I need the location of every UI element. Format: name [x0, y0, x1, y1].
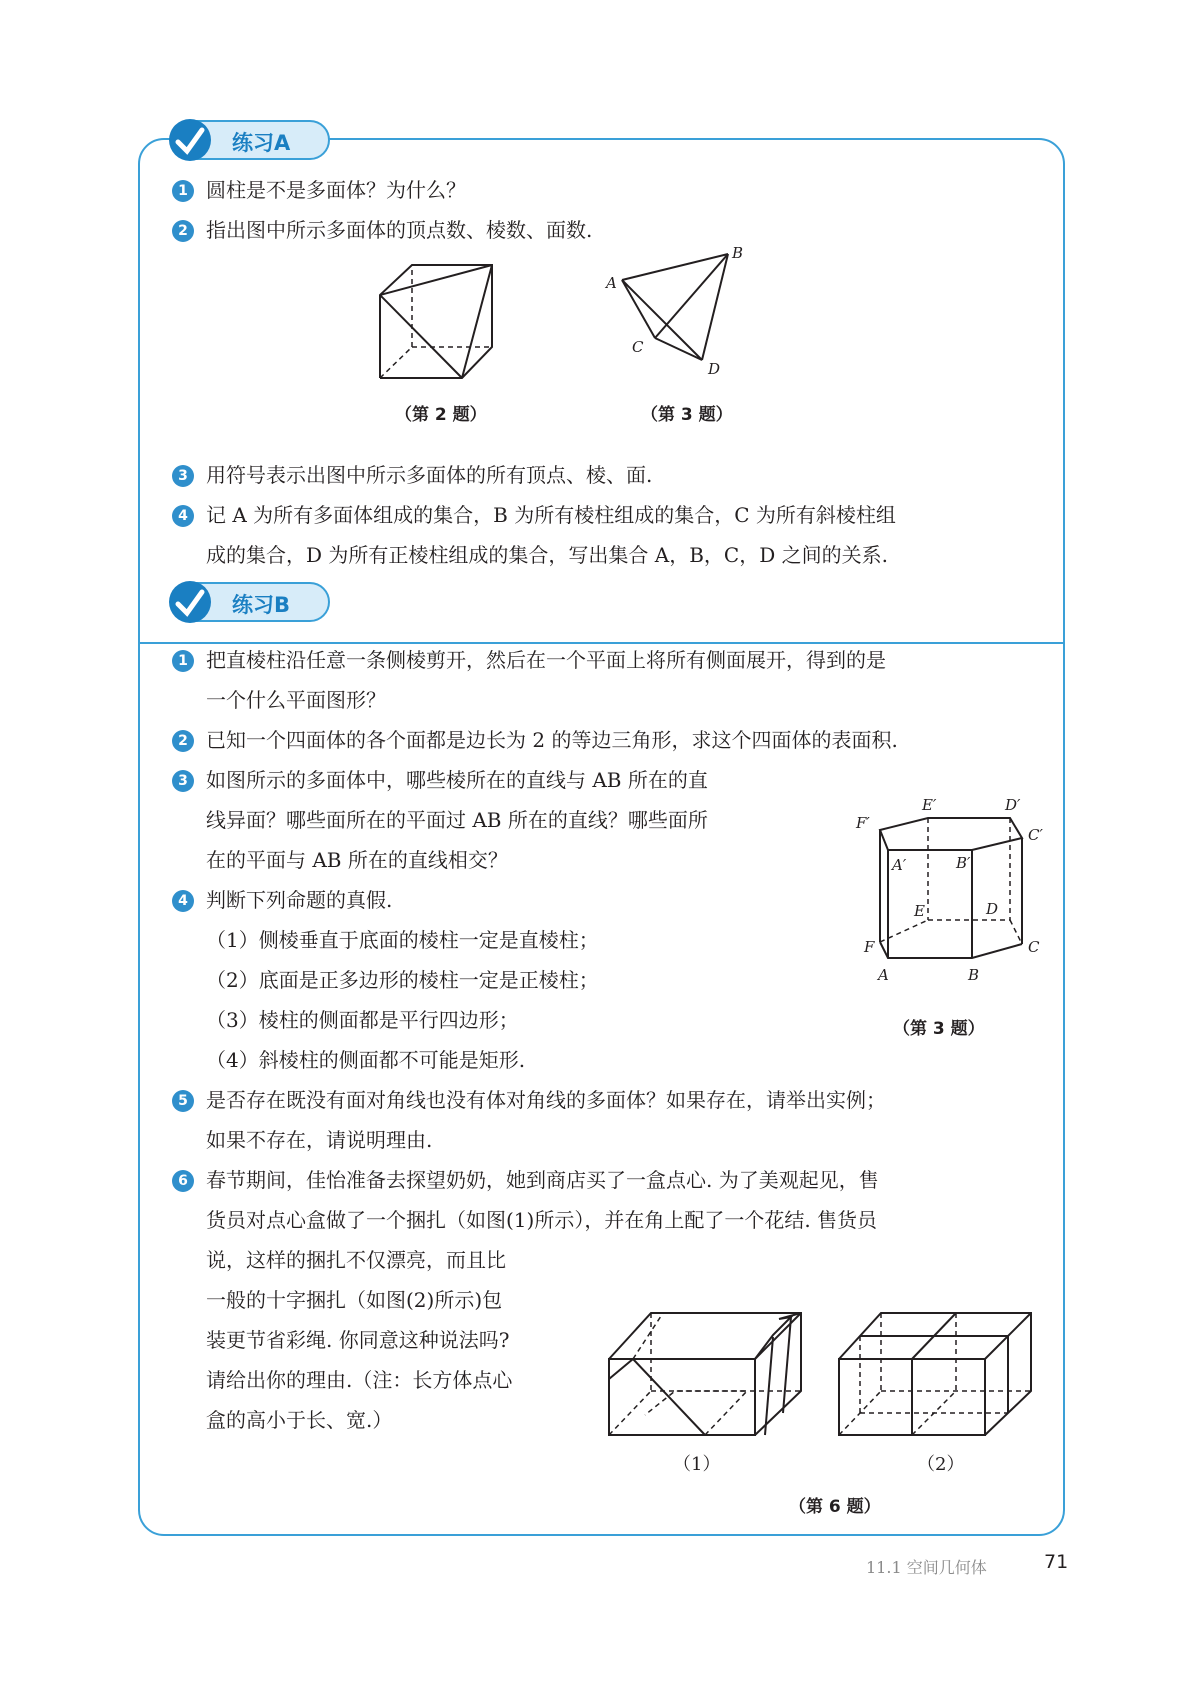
- q-text: 记 A 为所有多面体组成的集合，B 为所有棱柱组成的集合，C 为所有斜棱柱组: [206, 503, 896, 527]
- exercise-b-title: 练习B: [232, 593, 291, 617]
- exercise-b-tag: [170, 582, 330, 622]
- figure-3b-caption: （第 3 题）: [893, 1019, 985, 1039]
- label-Bp: B′: [956, 854, 971, 872]
- exercise-b-q1-line2: 一个什么平面图形？: [206, 688, 386, 712]
- exercise-a-q3: [172, 455, 652, 495]
- exercise-a-q2: [172, 210, 592, 250]
- question-number: 6: [172, 1170, 194, 1192]
- q4-item-4: （4）斜棱柱的侧面都不可能是矩形.: [206, 1048, 526, 1072]
- exercise-b-q6-line4: 一般的十字捆扎（如图(2)所示)包: [206, 1288, 503, 1312]
- footer-section: 11.1 空间几何体: [866, 1558, 987, 1577]
- question-number: 3: [172, 770, 194, 792]
- label-Dp: D′: [1005, 796, 1021, 814]
- exercise-a-tag: [170, 120, 330, 160]
- q-text: 用符号表示出图中所示多面体的所有顶点、棱、面.: [206, 463, 653, 487]
- page-number: 71: [1044, 1551, 1069, 1573]
- question-number: 1: [172, 180, 194, 202]
- exercise-b-q6-line6: 请给出你的理由.（注：长方体点心: [206, 1368, 513, 1392]
- label-D: D: [986, 900, 999, 918]
- q-text: 判断下列命题的真假.: [206, 888, 393, 912]
- q4-item-1: （1）侧棱垂直于底面的棱柱一定是直棱柱；: [206, 928, 599, 952]
- label-C: C: [632, 338, 644, 356]
- exercise-b-q6-line5: 装更节省彩绳. 你同意这种说法吗?: [206, 1328, 510, 1352]
- exercise-b-q2: [172, 720, 898, 760]
- q4-item-2: （2）底面是正多边形的棱柱一定是正棱柱；: [206, 968, 599, 992]
- figure-2-cube: [370, 255, 510, 390]
- exercise-b-q3-line3: 在的平面与 AB 所在的直线相交？: [206, 848, 508, 872]
- exercise-b-q3: [172, 760, 708, 800]
- label-Ap: A′: [892, 856, 907, 874]
- exercise-a-q4: [172, 495, 896, 535]
- figure-3-tetrahedron: [600, 240, 770, 385]
- label-A: A: [878, 966, 889, 984]
- label-Ep: E′: [922, 796, 937, 814]
- figure-6-sub1: （1）: [673, 1454, 721, 1475]
- figure-3-caption: （第 3 题）: [641, 405, 733, 425]
- q-text: 指出图中所示多面体的顶点数、棱数、面数.: [206, 218, 593, 242]
- exercise-a-q1: [172, 170, 466, 210]
- figure-6-caption: （第 6 题）: [789, 1497, 881, 1517]
- question-number: 5: [172, 1090, 194, 1112]
- question-number: 3: [172, 465, 194, 487]
- q4-item-3: （3）棱柱的侧面都是平行四边形；: [206, 1008, 519, 1032]
- figure-3-hexagonal-prism: [850, 796, 1050, 990]
- q-text: 是否存在既没有面对角线也没有体对角线的多面体？如果存在，请举出实例；: [206, 1088, 886, 1112]
- figure-6-box-cross: [835, 1305, 1045, 1440]
- pencil-check-icon: [168, 580, 212, 624]
- figure-6-box-diagonal: [605, 1305, 815, 1440]
- exercise-b-q6: [172, 1160, 879, 1200]
- figure-6-sub2: （2）: [917, 1454, 965, 1475]
- figure-2-caption: （第 2 题）: [395, 405, 487, 425]
- q-text: 春节期间，佳怡准备去探望奶奶，她到商店买了一盒点心. 为了美观起见，售: [206, 1168, 879, 1192]
- label-Fp: F′: [856, 814, 870, 832]
- question-number: 2: [172, 220, 194, 242]
- question-number: 4: [172, 890, 194, 912]
- q-text: 已知一个四面体的各个面都是边长为 2 的等边三角形，求这个四面体的表面积.: [206, 728, 898, 752]
- exercise-b-q1: [172, 640, 886, 680]
- label-D: D: [708, 360, 721, 378]
- exercise-a-q4-line2: 成的集合，D 为所有正棱柱组成的集合，写出集合 A，B，C，D 之间的关系.: [206, 543, 888, 567]
- pencil-check-icon: [168, 118, 212, 162]
- q-text: 如图所示的多面体中，哪些棱所在的直线与 AB 所在的直: [206, 768, 708, 792]
- exercise-b-q5: [172, 1080, 886, 1120]
- label-B: B: [968, 966, 980, 984]
- exercise-b-q4: [172, 880, 392, 920]
- exercise-b-q6-line7: 盒的高小于长、宽.）: [206, 1408, 393, 1432]
- label-F: F: [864, 938, 875, 956]
- exercise-b-q5-line2: 如果不存在，请说明理由.: [206, 1128, 433, 1152]
- label-Cp: C′: [1028, 826, 1043, 844]
- q-text: 圆柱是不是多面体？为什么？: [206, 178, 466, 202]
- exercise-b-q3-line2: 线异面？哪些面所在的平面过 AB 所在的直线？哪些面所: [206, 808, 708, 832]
- q-text: 把直棱柱沿任意一条侧棱剪开，然后在一个平面上将所有侧面展开，得到的是: [206, 648, 886, 672]
- question-number: 4: [172, 505, 194, 527]
- exercise-a-title: 练习A: [232, 131, 291, 155]
- question-number: 2: [172, 730, 194, 752]
- label-C: C: [1028, 938, 1040, 956]
- exercise-b-q6-line2: 货员对点心盒做了一个捆扎（如图(1)所示），并在角上配了一个花结. 售货员: [206, 1208, 878, 1232]
- question-number: 1: [172, 650, 194, 672]
- exercise-b-q6-line3: 说，这样的捆扎不仅漂亮，而且比: [206, 1248, 506, 1272]
- label-E: E: [914, 902, 925, 920]
- label-A: A: [606, 274, 617, 292]
- label-B: B: [732, 244, 744, 262]
